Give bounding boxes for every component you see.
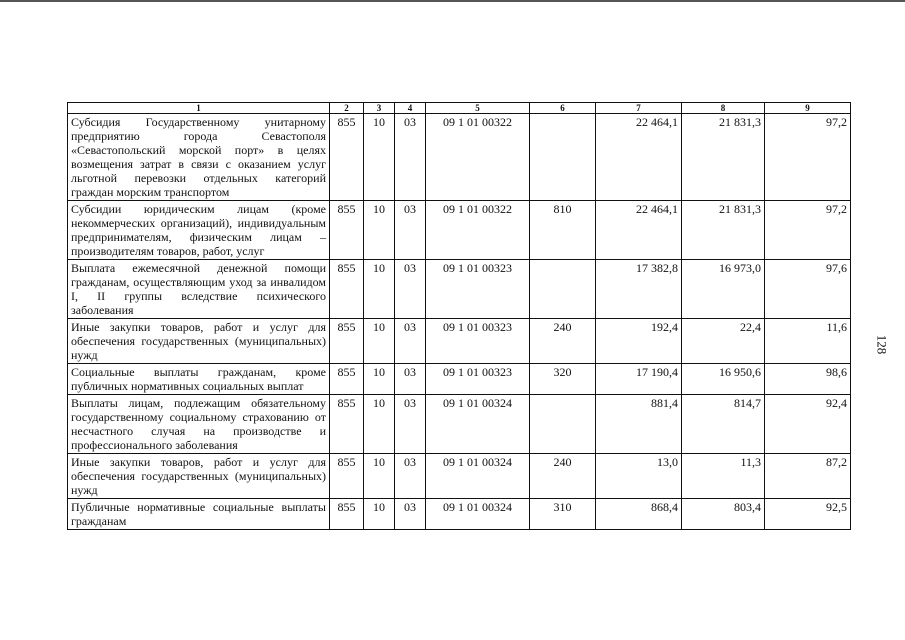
cell-percent: 97,2	[765, 114, 851, 201]
table-row	[68, 114, 851, 201]
cell-planned: 13,0	[596, 454, 682, 499]
cell-ministry-code: 855	[330, 499, 364, 530]
cell-section: 10	[364, 114, 395, 201]
cell-ministry-code: 855	[330, 364, 364, 395]
cell-target-article: 09 1 01 00322	[426, 201, 530, 260]
cell-subsection: 03	[395, 499, 426, 530]
cell-executed: 16 950,6	[682, 364, 765, 395]
cell-expense-type	[530, 114, 596, 201]
row-description: Иные закупки товаров, работ и услуг для обеспечения государственных (муниципальных) нужд	[68, 319, 330, 364]
cell-section: 10	[364, 395, 395, 454]
row-description: Социальные выплаты гражданам, кроме публичных нормативных социальных выплат	[68, 364, 330, 395]
cell-executed: 22,4	[682, 319, 765, 364]
column-header: 2	[330, 103, 364, 114]
cell-percent: 11,6	[765, 319, 851, 364]
cell-ministry-code: 855	[330, 260, 364, 319]
cell-ministry-code: 855	[330, 395, 364, 454]
cell-percent: 92,5	[765, 499, 851, 530]
cell-executed: 814,7	[682, 395, 765, 454]
budget-table	[67, 102, 851, 530]
cell-expense-type: 810	[530, 201, 596, 260]
column-header: 8	[682, 103, 765, 114]
cell-target-article: 09 1 01 00324	[426, 454, 530, 499]
cell-subsection: 03	[395, 395, 426, 454]
table-row	[68, 319, 851, 364]
cell-percent: 97,2	[765, 201, 851, 260]
cell-subsection: 03	[395, 364, 426, 395]
cell-executed: 16 973,0	[682, 260, 765, 319]
cell-section: 10	[364, 454, 395, 499]
cell-subsection: 03	[395, 201, 426, 260]
table-header-row	[68, 103, 851, 114]
table-row	[68, 454, 851, 499]
cell-section: 10	[364, 201, 395, 260]
table-row	[68, 364, 851, 395]
cell-target-article: 09 1 01 00323	[426, 364, 530, 395]
cell-executed: 21 831,3	[682, 201, 765, 260]
cell-subsection: 03	[395, 454, 426, 499]
column-header: 5	[426, 103, 530, 114]
table-row	[68, 395, 851, 454]
row-description: Публичные нормативные социальные выплаты гражданам	[68, 499, 330, 530]
row-description: Выплаты лицам, подлежащим обязательному государственному социальному страхованию от несчастного случая на производстве и профессионального заболевания	[68, 395, 330, 454]
cell-planned: 22 464,1	[596, 201, 682, 260]
cell-expense-type	[530, 395, 596, 454]
cell-subsection: 03	[395, 319, 426, 364]
cell-planned: 192,4	[596, 319, 682, 364]
cell-planned: 17 190,4	[596, 364, 682, 395]
cell-target-article: 09 1 01 00322	[426, 114, 530, 201]
cell-expense-type: 240	[530, 319, 596, 364]
row-description: Субсидии юридическим лицам (кроме некоммерческих организаций), индивидуальным предпринимателям, физическим лицам – производителям товаров, работ, услуг	[68, 201, 330, 260]
cell-expense-type: 320	[530, 364, 596, 395]
cell-planned: 868,4	[596, 499, 682, 530]
column-header: 1	[68, 103, 330, 114]
cell-ministry-code: 855	[330, 201, 364, 260]
row-description: Субсидия Государственному унитарному предприятию города Севастополя «Севастопольский морской порт» в целях возмещения затрат в связи с оказанием услуг льготной перевозки отдельных категорий граждан морским транспортом	[68, 114, 330, 201]
cell-planned: 22 464,1	[596, 114, 682, 201]
cell-target-article: 09 1 01 00324	[426, 499, 530, 530]
cell-section: 10	[364, 364, 395, 395]
cell-section: 10	[364, 260, 395, 319]
cell-target-article: 09 1 01 00323	[426, 319, 530, 364]
cell-target-article: 09 1 01 00323	[426, 260, 530, 319]
column-header: 4	[395, 103, 426, 114]
cell-expense-type	[530, 260, 596, 319]
row-description: Выплата ежемесячной денежной помощи гражданам, осуществляющим уход за инвалидом I, II группы вследствие психического заболевания	[68, 260, 330, 319]
cell-ministry-code: 855	[330, 454, 364, 499]
cell-executed: 21 831,3	[682, 114, 765, 201]
table-row	[68, 499, 851, 530]
column-header: 7	[596, 103, 682, 114]
cell-planned: 881,4	[596, 395, 682, 454]
cell-planned: 17 382,8	[596, 260, 682, 319]
cell-subsection: 03	[395, 114, 426, 201]
cell-expense-type: 240	[530, 454, 596, 499]
column-header: 3	[364, 103, 395, 114]
cell-percent: 92,4	[765, 395, 851, 454]
cell-expense-type: 310	[530, 499, 596, 530]
cell-ministry-code: 855	[330, 319, 364, 364]
cell-percent: 98,6	[765, 364, 851, 395]
cell-percent: 87,2	[765, 454, 851, 499]
cell-section: 10	[364, 499, 395, 530]
column-header: 6	[530, 103, 596, 114]
cell-subsection: 03	[395, 260, 426, 319]
cell-target-article: 09 1 01 00324	[426, 395, 530, 454]
column-header: 9	[765, 103, 851, 114]
table-row	[68, 201, 851, 260]
cell-executed: 803,4	[682, 499, 765, 530]
cell-section: 10	[364, 319, 395, 364]
cell-percent: 97,6	[765, 260, 851, 319]
cell-ministry-code: 855	[330, 114, 364, 201]
row-description: Иные закупки товаров, работ и услуг для обеспечения государственных (муниципальных) нужд	[68, 454, 330, 499]
cell-executed: 11,3	[682, 454, 765, 499]
page-number: 128	[874, 334, 890, 355]
table-row	[68, 260, 851, 319]
scan-edge	[0, 0, 905, 2]
